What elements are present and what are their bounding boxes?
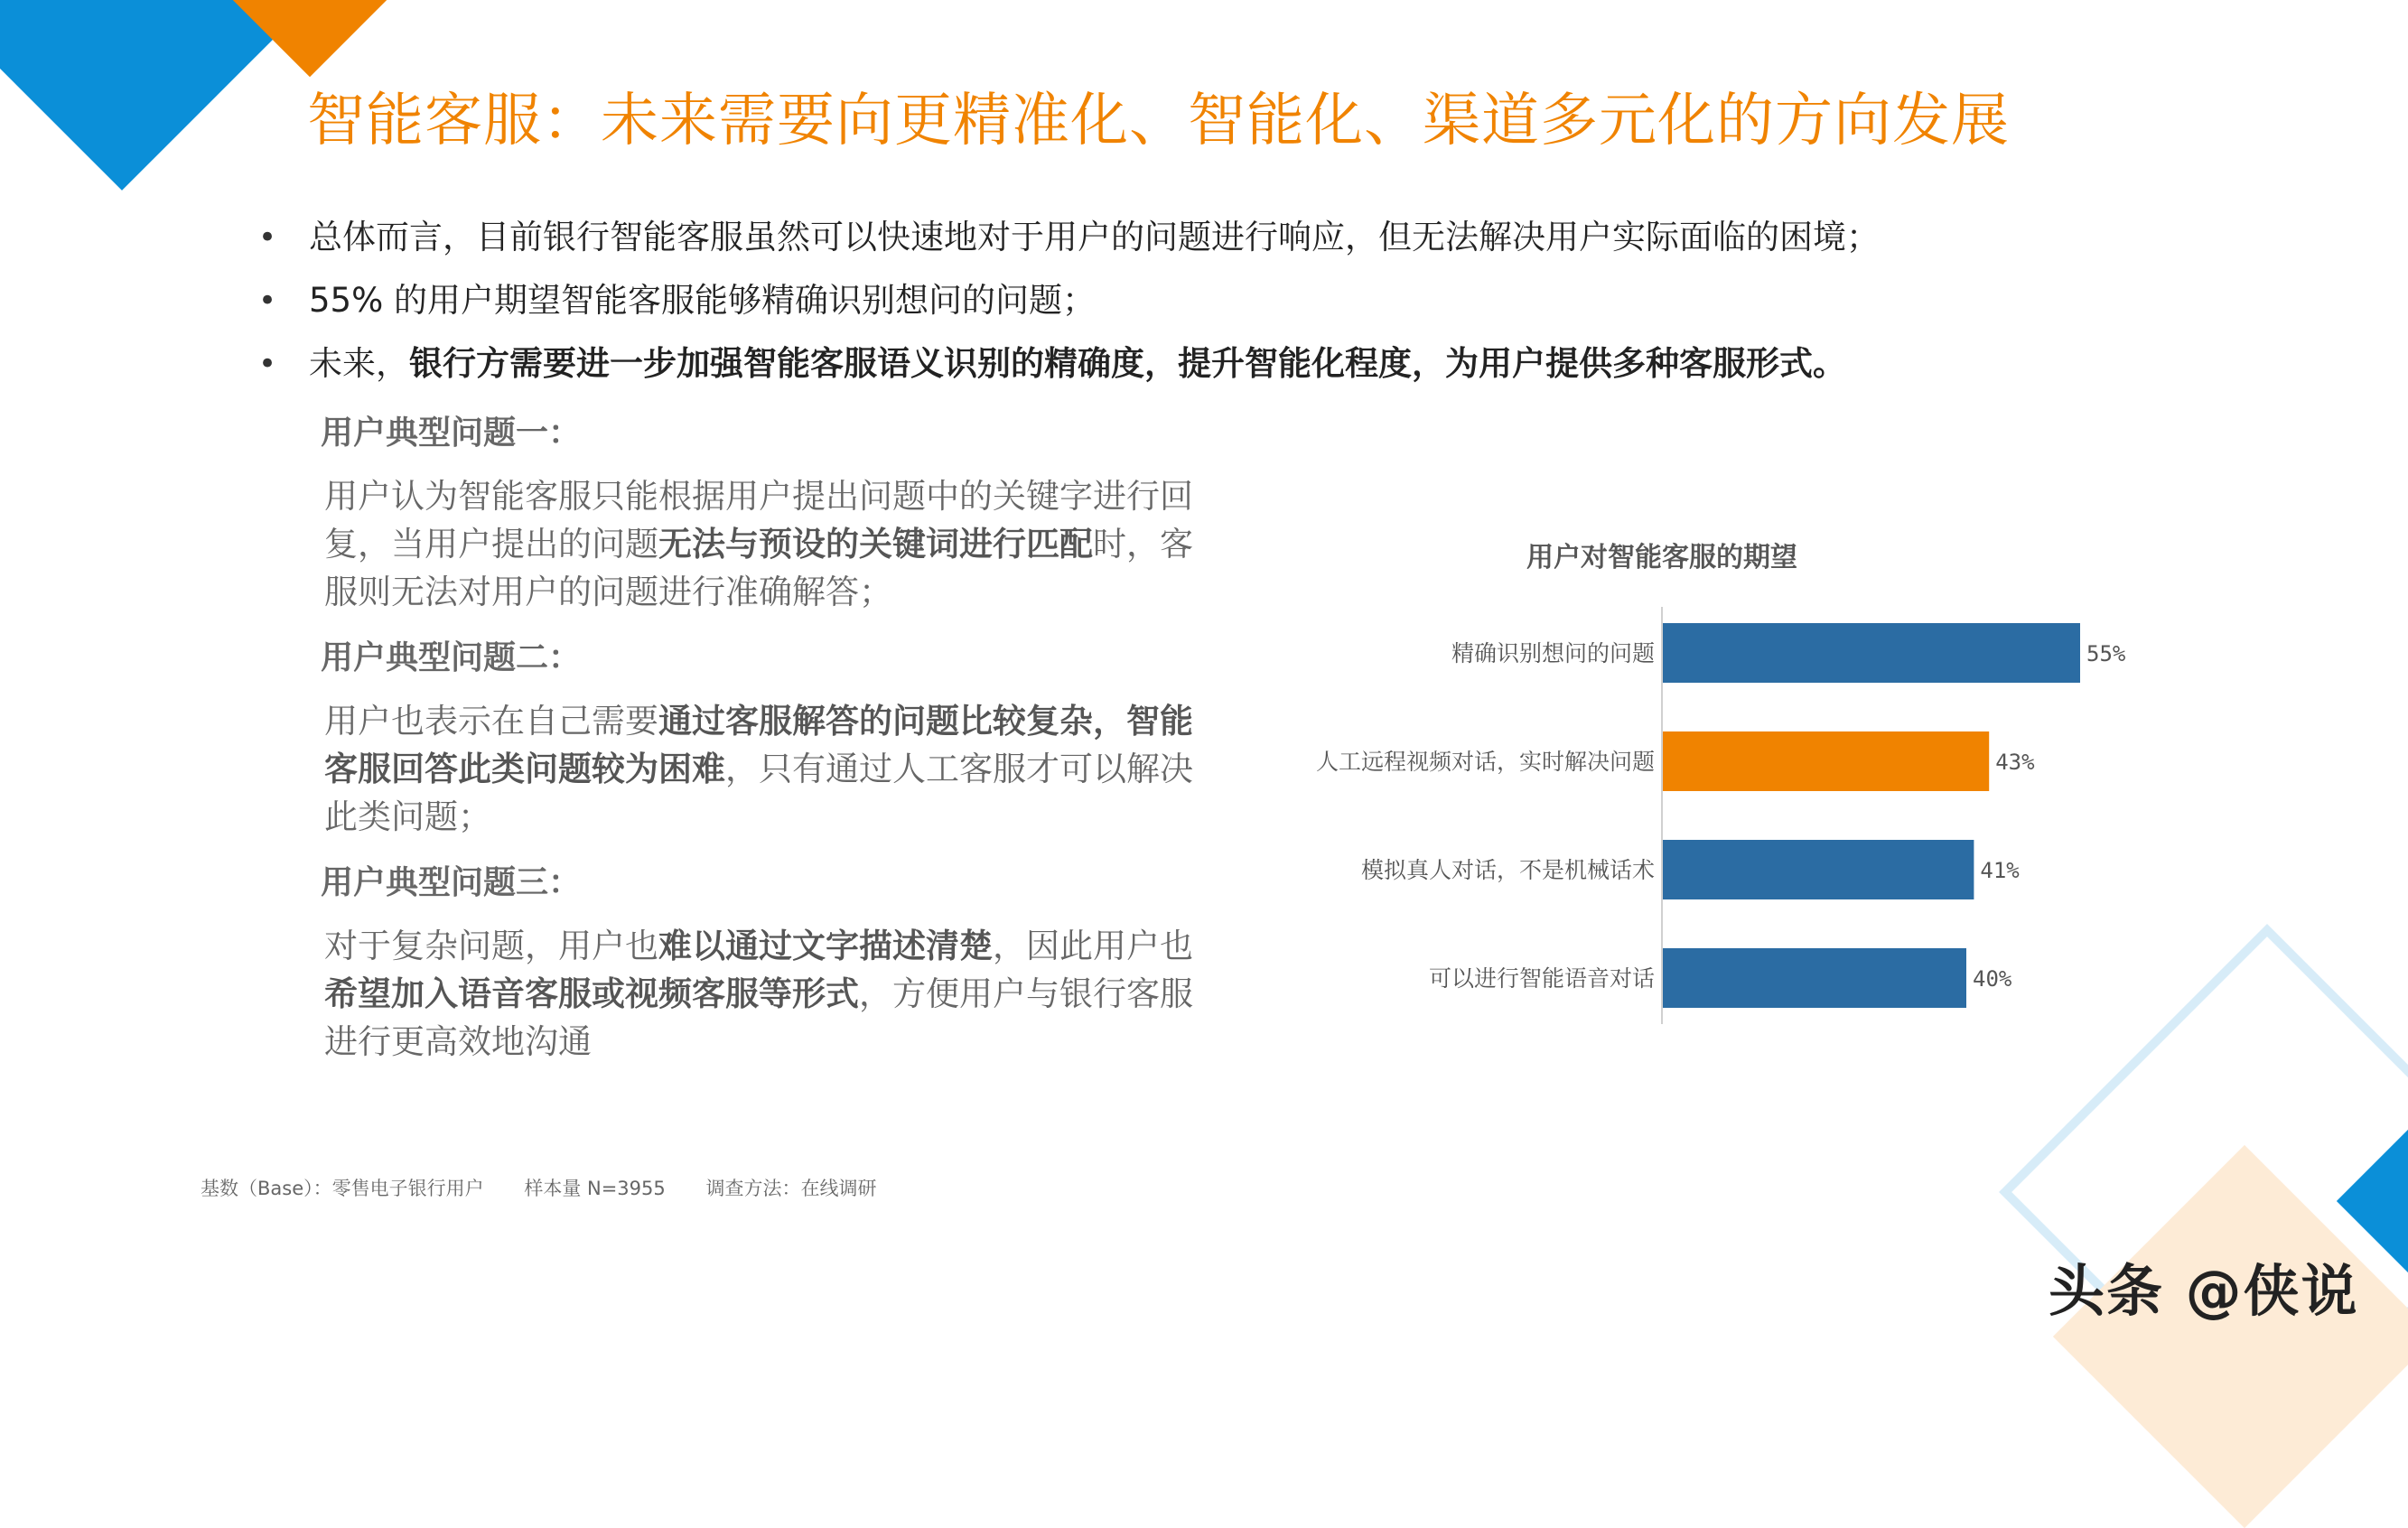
- issue-text: ，只有通过人工客服才可以解决此类问题；: [324, 750, 1193, 836]
- bar-1: [1663, 731, 1989, 791]
- bullet-text: 总体而言，目前银行智能客服虽然可以快速地对于用户的问题进行响应，但无法解决用户实际面临的困境；: [309, 218, 1880, 256]
- footnote-base: 基数（Base）：零售电子银行用户: [201, 1178, 484, 1199]
- value-label: 41%: [1980, 858, 2020, 883]
- watermark: 头条 @侠说: [2049, 1258, 2359, 1324]
- issue-text: 时，客服则无法对用户的问题进行准确解答；: [324, 525, 1193, 611]
- bar-3: [1663, 948, 1966, 1008]
- footnote-method: 调查方法：在线调研: [705, 1178, 877, 1199]
- expectation-bar-chart: [1265, 596, 2222, 1048]
- issue-body: [324, 472, 1215, 616]
- bullet-text: 未来，: [309, 344, 409, 383]
- issue-text: 对于复杂问题，用户也: [324, 927, 658, 965]
- footnote: [201, 1174, 910, 1201]
- issue-bold-text: 希望加入语音客服或视频客服等形式: [324, 974, 859, 1013]
- typical-issues: [321, 411, 1215, 1085]
- value-label: 55%: [2086, 641, 2126, 666]
- issue-title: 用户典型问题一：: [321, 415, 582, 452]
- footnote-sample: 样本量 N=3955: [524, 1178, 666, 1199]
- issue-bold-text: 无法与预设的关键词进行匹配: [658, 525, 1093, 564]
- bullet-item: [253, 332, 2285, 396]
- chart-title: 用户对智能客服的期望: [1526, 542, 1797, 573]
- bar-0: [1663, 623, 2080, 683]
- issue-bold-text: 难以通过文字描述清楚: [658, 927, 993, 965]
- issue-text: ，因此用户也: [993, 927, 1193, 965]
- summary-bullets: [253, 206, 2285, 396]
- bar-2: [1663, 840, 1974, 899]
- bullet-item: [253, 206, 2285, 269]
- issue-text: ，方便用户与银行客服进行更高效地沟通: [324, 974, 1193, 1061]
- category-label: 模拟真人对话，不是机械话术: [1360, 857, 1655, 883]
- bullet-text: 55% 的用户期望智能客服能够精确识别想问的问题；: [309, 281, 1096, 320]
- value-label: 43%: [1995, 750, 2035, 775]
- issue-bold-text: 通过客服解答的问题比较复杂，智能客服回答此类问题较为困难: [324, 702, 1193, 788]
- issue-body: [324, 922, 1215, 1066]
- decor-blue-diamond-top-left: [0, 0, 294, 191]
- issue-title: 用户典型问题三：: [321, 864, 582, 901]
- issue-text: 用户认为智能客服只能根据用户提出问题中的关键字进行回复，当用户提出的问题: [324, 477, 1193, 564]
- category-label: 可以进行智能语音对话: [1428, 965, 1655, 992]
- category-label: 人工远程视频对话，实时解决问题: [1315, 749, 1655, 775]
- bullet-bold-text: 银行方需要进一步加强智能客服语义识别的精确度，提升智能化程度，为用户提供多种客服形式。: [409, 344, 1846, 383]
- value-label: 40%: [1973, 966, 2012, 992]
- issue-title: 用户典型问题二：: [321, 639, 582, 676]
- bullet-item: [253, 269, 2285, 332]
- issue-text: 用户也表示在自己需要: [324, 702, 658, 741]
- page-title: 智能客服：未来需要向更精准化、智能化、渠道多元化的方向发展: [307, 88, 2010, 154]
- category-label: 精确识别想问的问题: [1451, 640, 1655, 666]
- issue-body: [324, 697, 1215, 841]
